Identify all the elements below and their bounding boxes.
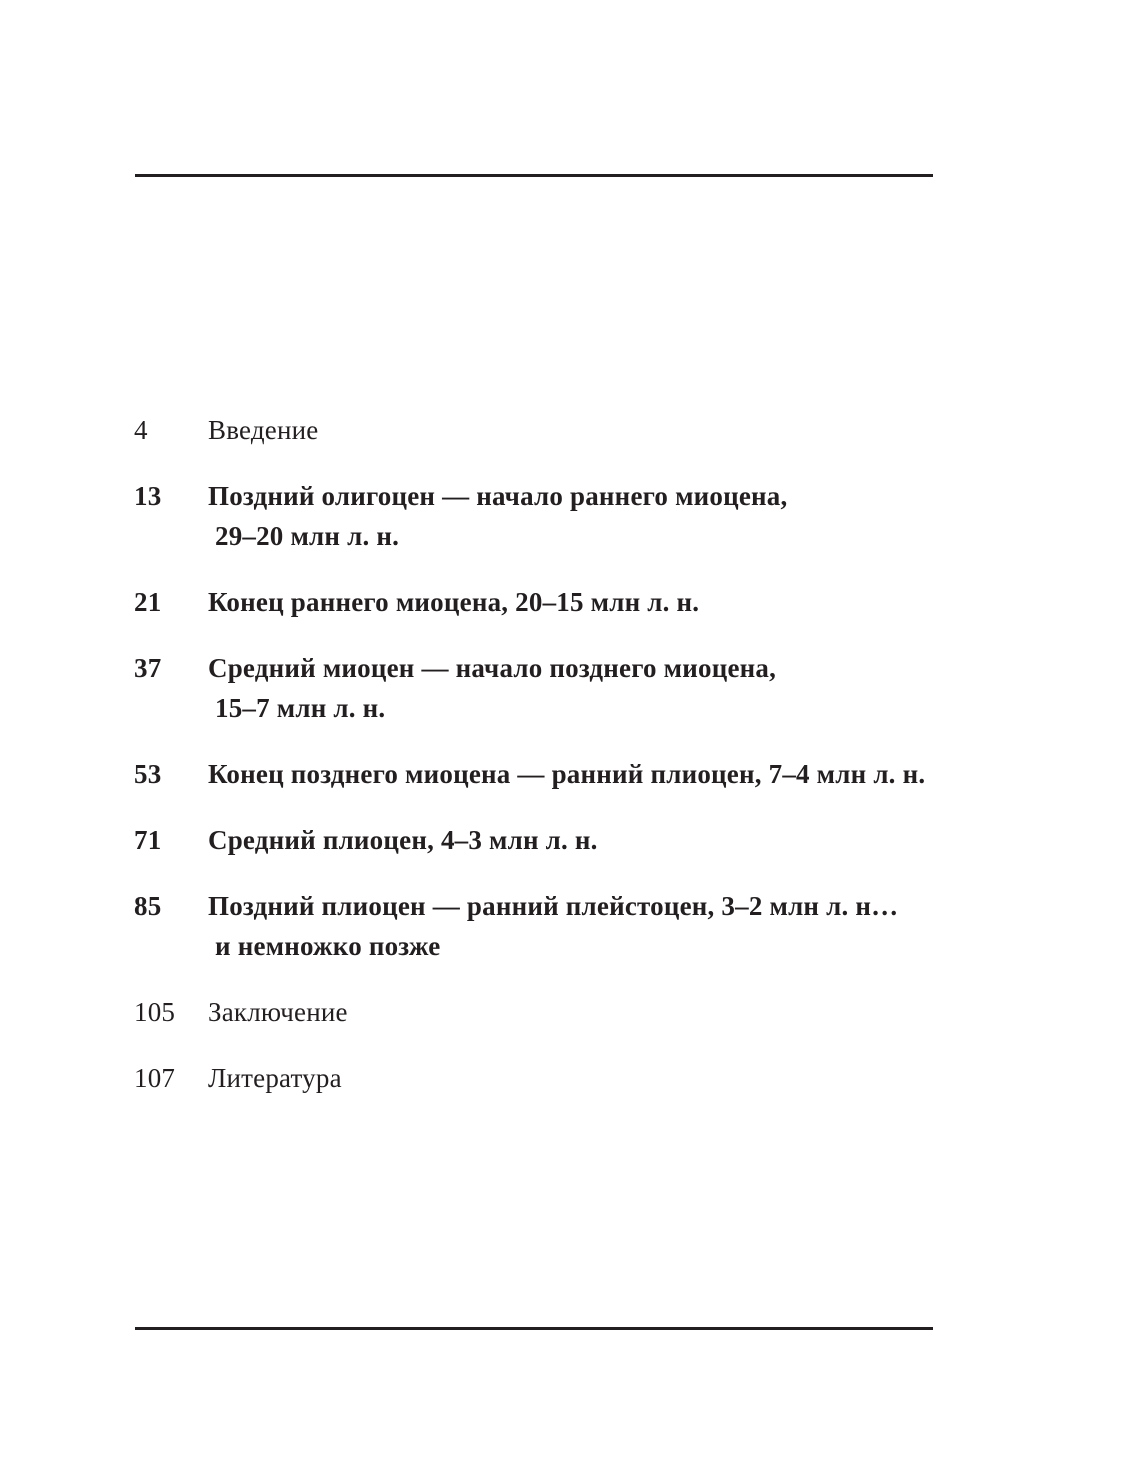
toc-title-line: 15–7 млн л. н. (215, 693, 386, 723)
toc-title-line: Введение (208, 415, 319, 445)
toc-entry-title (208, 582, 1014, 622)
toc-title-line: 29–20 млн л. н. (215, 521, 400, 551)
toc-page-number: 13 (134, 481, 162, 511)
toc-page-number: 53 (134, 759, 162, 789)
toc-entry (134, 476, 1014, 556)
toc-title-line: Заключение (208, 997, 348, 1027)
toc-title-line: Конец позднего миоцена — ранний плиоцен, 7–4 млн л. н. (208, 759, 926, 789)
table-of-contents (134, 410, 1014, 1124)
toc-entry (134, 582, 1014, 622)
toc-page-number: 21 (134, 587, 162, 617)
toc-entry (134, 886, 1014, 966)
toc-entry (134, 410, 1014, 450)
toc-entry (134, 648, 1014, 728)
toc-title-line: Средний плиоцен, 4–3 млн л. н. (208, 825, 598, 855)
toc-title-line: Литература (208, 1063, 342, 1093)
toc-entry-title (208, 1058, 1014, 1098)
toc-title-line: Конец раннего миоцена, 20–15 млн л. н. (208, 587, 700, 617)
toc-entry-title (208, 476, 1014, 556)
toc-page-number: 37 (134, 653, 162, 683)
toc-page-number: 105 (134, 997, 176, 1027)
toc-page-number: 107 (134, 1063, 176, 1093)
toc-entry (134, 820, 1014, 860)
toc-title-line: Поздний плиоцен — ранний плейстоцен, 3–2 млн л. н… (208, 891, 899, 921)
toc-entry-title (208, 992, 1014, 1032)
toc-entry (134, 992, 1014, 1032)
toc-page-number: 4 (134, 415, 148, 445)
toc-page-number: 85 (134, 891, 162, 921)
toc-title-line: и немножко позже (215, 931, 441, 961)
toc-entry-title (208, 410, 1014, 450)
toc-entry-title (208, 886, 1014, 966)
toc-title-line: Средний миоцен — начало позднего миоцена, (208, 653, 777, 683)
bottom-rule (135, 1327, 933, 1330)
toc-entry (134, 1058, 1014, 1098)
toc-page-number: 71 (134, 825, 162, 855)
toc-title-line: Поздний олигоцен — начало раннего миоцена, (208, 481, 788, 511)
toc-entry-title (208, 648, 1014, 728)
toc-entry-title (208, 754, 1014, 794)
toc-entry-title (208, 820, 1014, 860)
toc-entry (134, 754, 1014, 794)
top-rule (135, 174, 933, 177)
